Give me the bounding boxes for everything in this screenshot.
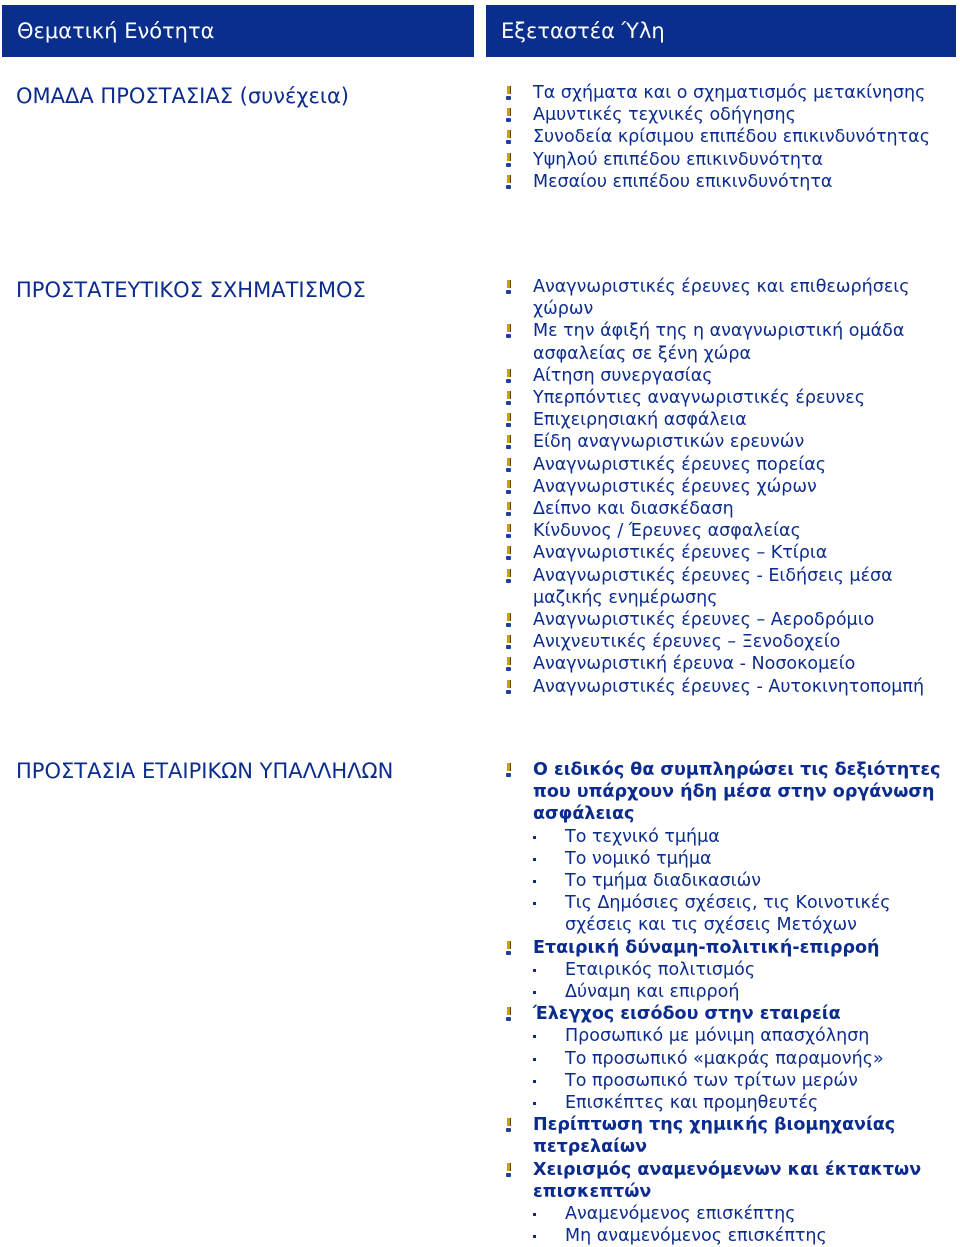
header-topic-label: Θεματική Ενότητα bbox=[17, 19, 215, 43]
exclamation-bullet-icon bbox=[505, 435, 511, 449]
list-item bbox=[500, 276, 955, 320]
list-item bbox=[500, 149, 955, 171]
square-bullet-icon bbox=[533, 1035, 536, 1038]
exclamation-bullet-icon bbox=[505, 280, 511, 294]
list-item bbox=[500, 542, 955, 564]
list-item bbox=[500, 104, 955, 126]
square-bullet-icon bbox=[533, 969, 536, 972]
item-text: Επιχειρησιακή ασφάλεια bbox=[533, 410, 747, 431]
section-title: ΠΡΟΣΤΑΤΕΥΤΙΚΟΣ ΣΧΗΜΑΤΙΣΜΟΣ bbox=[16, 278, 366, 302]
list-item bbox=[500, 520, 955, 542]
section-title: ΠΡΟΣΤΑΣΙΑ ΕΤΑΙΡΙΚΩΝ ΥΠΑΛΛΗΛΩΝ bbox=[16, 759, 394, 783]
exclamation-bullet-icon bbox=[505, 391, 511, 405]
square-bullet-icon bbox=[533, 902, 536, 905]
list-item bbox=[500, 82, 955, 104]
square-bullet-icon bbox=[533, 991, 536, 994]
list-item bbox=[500, 320, 955, 364]
square-bullet-icon bbox=[533, 1213, 536, 1216]
exclamation-bullet-icon bbox=[505, 941, 511, 955]
list-item bbox=[500, 1159, 955, 1203]
item-text: Το προσωπικό «μακράς παραμονής» bbox=[565, 1048, 884, 1069]
square-bullet-icon bbox=[533, 1080, 536, 1083]
square-bullet-icon bbox=[533, 1058, 536, 1061]
header-syllabus-column bbox=[486, 5, 956, 57]
item-text: Μεσαίου επιπέδου επικινδυνότητα bbox=[533, 171, 833, 192]
sub-list-item bbox=[500, 959, 955, 981]
item-text: Μη αναμενόμενος επισκέπτης bbox=[565, 1226, 827, 1247]
exclamation-bullet-icon bbox=[505, 413, 511, 427]
item-text: Έλεγχος εισόδου στην εταιρεία bbox=[533, 1004, 841, 1025]
item-text: Αναμενόμενος επισκέπτης bbox=[565, 1204, 796, 1225]
exclamation-bullet-icon bbox=[505, 657, 511, 671]
square-bullet-icon bbox=[533, 1235, 536, 1238]
exclamation-bullet-icon bbox=[505, 369, 511, 383]
item-text: Το τμήμα διαδικασιών bbox=[565, 871, 762, 892]
list-item bbox=[500, 565, 955, 609]
list-item bbox=[500, 365, 955, 387]
sub-list-item bbox=[500, 826, 955, 848]
item-text: Το προσωπικό των τρίτων μερών bbox=[565, 1070, 858, 1091]
exclamation-bullet-icon bbox=[505, 1007, 511, 1021]
exclamation-bullet-icon bbox=[505, 108, 511, 122]
exclamation-bullet-icon bbox=[505, 546, 511, 560]
exclamation-bullet-icon bbox=[505, 680, 511, 694]
list-item bbox=[500, 676, 955, 698]
sub-list-item bbox=[500, 981, 955, 1003]
square-bullet-icon bbox=[533, 880, 536, 883]
item-text: Εταιρικός πολιτισμός bbox=[565, 959, 756, 980]
sub-list-item bbox=[500, 1070, 955, 1092]
section-items-list bbox=[500, 276, 955, 698]
item-text: Τα σχήματα και ο σχηματισμός μετακίνησης bbox=[533, 83, 926, 103]
list-item bbox=[500, 498, 955, 520]
exclamation-bullet-icon bbox=[505, 635, 511, 649]
list-item bbox=[500, 454, 955, 476]
sub-list-item bbox=[500, 1203, 955, 1225]
list-item bbox=[500, 631, 955, 653]
item-text: Με την άφιξή της η αναγνωριστική ομάδα ασφαλείας σε ξένη χώρα bbox=[533, 321, 905, 364]
item-text: Αναγνωριστικές έρευνες χώρων bbox=[533, 476, 817, 497]
item-text: Τις Δημόσιες σχέσεις, τις Κοινοτικές σχέσεις και τις σχέσεις Μετόχων bbox=[565, 893, 891, 936]
header-syllabus-label: Εξεταστέα Ύλη bbox=[501, 19, 665, 43]
list-item bbox=[500, 653, 955, 675]
exclamation-bullet-icon bbox=[505, 569, 511, 583]
list-item bbox=[500, 171, 955, 193]
exclamation-bullet-icon bbox=[505, 86, 511, 100]
exclamation-bullet-icon bbox=[505, 524, 511, 538]
sub-list-item bbox=[500, 848, 955, 870]
item-text: Αναγνωριστικές έρευνες - Ειδήσεις μέσα μαζικής ενημέρωσης bbox=[533, 565, 893, 608]
list-item bbox=[500, 431, 955, 453]
list-item bbox=[500, 409, 955, 431]
item-text: Αίτηση συνεργασίας bbox=[533, 365, 713, 386]
sub-list-item bbox=[500, 870, 955, 892]
item-text: Αναγνωριστικές έρευνες και επιθεωρήσεις χώρων bbox=[533, 277, 910, 320]
sub-list-item bbox=[500, 1225, 955, 1247]
item-text: Αναγνωριστικές έρευνες - Αυτοκινητοπομπή bbox=[533, 676, 925, 697]
exclamation-bullet-icon bbox=[505, 1163, 511, 1177]
item-text: Αμυντικές τεχνικές οδήγησης bbox=[533, 105, 796, 126]
item-text: Δύναμη και επιρροή bbox=[565, 982, 740, 1003]
list-item bbox=[500, 476, 955, 498]
exclamation-bullet-icon bbox=[505, 175, 511, 189]
exclamation-bullet-icon bbox=[505, 613, 511, 627]
item-text: Δείπνο και διασκέδαση bbox=[533, 499, 734, 520]
list-item bbox=[500, 1003, 955, 1025]
exclamation-bullet-icon bbox=[505, 458, 511, 472]
item-text: Αναγνωριστικές έρευνες – Κτίρια bbox=[533, 543, 828, 564]
exclamation-bullet-icon bbox=[505, 763, 511, 777]
section-title: ΟΜΑΔΑ ΠΡΟΣΤΑΣΙΑΣ (συνέχεια) bbox=[16, 84, 349, 108]
list-item bbox=[500, 759, 955, 826]
list-item bbox=[500, 609, 955, 631]
exclamation-bullet-icon bbox=[505, 1118, 511, 1132]
item-text: Το νομικό τμήμα bbox=[565, 848, 712, 869]
item-text: Περίπτωση της χημικής βιομηχανίας πετρελαίων bbox=[533, 1115, 896, 1158]
header-topic-column bbox=[2, 5, 474, 57]
list-item bbox=[500, 1114, 955, 1158]
exclamation-bullet-icon bbox=[505, 130, 511, 144]
item-text: Αναγνωριστικές έρευνες πορείας bbox=[533, 454, 827, 475]
exclamation-bullet-icon bbox=[505, 502, 511, 516]
item-text: Εταιρική δύναμη-πολιτική-επιρροή bbox=[533, 937, 880, 958]
list-item bbox=[500, 126, 955, 148]
sub-list-item bbox=[500, 1092, 955, 1114]
item-text: Αναγνωριστικές έρευνες – Αεροδρόμιο bbox=[533, 610, 875, 631]
item-text: Προσωπικό με μόνιμη απασχόληση bbox=[565, 1026, 870, 1047]
exclamation-bullet-icon bbox=[505, 480, 511, 494]
item-text: Ο ειδικός θα συμπληρώσει τις δεξιότητες που υπάρχουν ήδη μέσα στην οργάνωση ασφάλειας bbox=[533, 760, 941, 825]
item-text: Υπερπόντιες αναγνωριστικές έρευνες bbox=[533, 388, 866, 409]
item-text: Αναγνωριστική έρευνα - Νοσοκομείο bbox=[533, 654, 856, 675]
square-bullet-icon bbox=[533, 858, 536, 861]
square-bullet-icon bbox=[533, 1102, 536, 1105]
item-text: Το τεχνικό τμήμα bbox=[565, 826, 720, 847]
square-bullet-icon bbox=[533, 836, 536, 839]
item-text: Ανιχνευτικές έρευνες – Ξενοδοχείο bbox=[533, 632, 841, 653]
sub-list-item bbox=[500, 1048, 955, 1070]
sub-list-item bbox=[500, 892, 955, 936]
sub-list-item bbox=[500, 1025, 955, 1047]
list-item bbox=[500, 937, 955, 959]
section-items-list bbox=[500, 759, 955, 1247]
exclamation-bullet-icon bbox=[505, 153, 511, 167]
item-text: Επισκέπτες και προμηθευτές bbox=[565, 1093, 819, 1114]
item-text: Χειρισμός αναμενόμενων και έκτακτων επισκεπτών bbox=[533, 1159, 922, 1202]
item-text: Υψηλού επιπέδου επικινδυνότητα bbox=[533, 149, 824, 170]
section-items-list bbox=[500, 82, 955, 193]
item-text: Συνοδεία κρίσιμου επιπέδου επικινδυνότητας bbox=[533, 127, 930, 148]
exclamation-bullet-icon bbox=[505, 324, 511, 338]
item-text: Κίνδυνος / Έρευνες ασφαλείας bbox=[533, 521, 801, 542]
list-item bbox=[500, 387, 955, 409]
item-text: Είδη αναγνωριστικών ερευνών bbox=[533, 432, 805, 453]
